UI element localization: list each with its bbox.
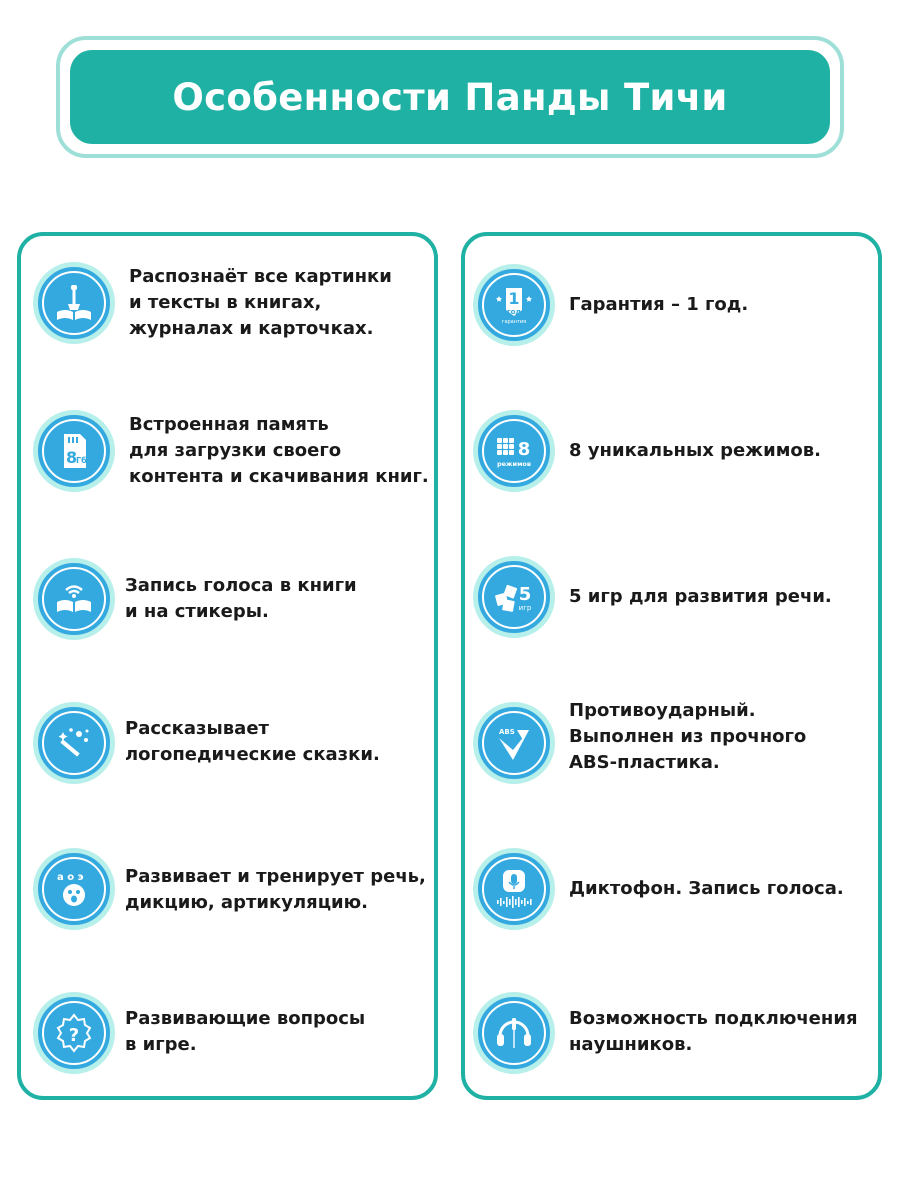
feature-text: Возможность подключения наушников. (569, 1008, 858, 1055)
headphones-icon (473, 992, 555, 1074)
svg-text:режимов: режимов (497, 460, 531, 468)
svg-text:1: 1 (508, 289, 520, 308)
voice-recording-book-icon (33, 558, 115, 640)
feature-text: Противоударный. Выполнен из прочного ABS-пластика. (569, 700, 807, 773)
svg-text:8: 8 (66, 448, 78, 467)
speech-face-icon (33, 848, 115, 930)
feature-item (21, 410, 434, 494)
svg-text:?: ? (68, 1025, 80, 1046)
feature-text: Гарантия – 1 год. (569, 294, 749, 315)
feature-item (21, 558, 434, 642)
magic-wand-icon (33, 702, 115, 784)
feature-text: 5 игр для развития речи. (569, 586, 832, 607)
svg-text:5: 5 (518, 584, 532, 605)
svg-text:Гб: Гб (76, 456, 87, 465)
feature-item (21, 702, 434, 786)
feature-item (465, 264, 878, 348)
feature-text: Распознаёт все картинки и тексты в книгах, журналах и карточках. (129, 266, 392, 339)
svg-text:год: год (506, 308, 522, 316)
header-banner (56, 36, 844, 158)
feature-text: Развивающие вопросы в игре. (125, 1008, 366, 1055)
feature-text: Встроенная память для загрузки своего контента и скачивания книг. (129, 414, 429, 487)
microphone-icon (473, 848, 555, 930)
feature-item (465, 848, 878, 932)
feature-item (465, 992, 878, 1076)
right-features-panel (461, 232, 882, 1100)
letter-cubes-icon (473, 556, 555, 638)
svg-text:ABS: ABS (499, 728, 515, 736)
svg-text:8: 8 (517, 439, 531, 460)
svg-text:а о э: а о э (57, 872, 84, 883)
book-reader-pen-icon (33, 262, 115, 344)
left-features-panel (17, 232, 438, 1100)
warranty-badge-icon (473, 264, 555, 346)
feature-text: Развивает и тренирует речь, дикцию, артикуляцию. (125, 866, 426, 913)
feature-text: Запись голоса в книги и на стикеры. (125, 575, 357, 622)
feature-item (21, 992, 434, 1076)
svg-text:игр: игр (518, 604, 532, 612)
feature-item (21, 848, 434, 932)
feature-item (465, 410, 878, 494)
modes-grid-icon (473, 410, 555, 492)
svg-text:гарантия: гарантия (501, 319, 527, 325)
memory-card-icon (33, 410, 115, 492)
header-banner-fill (70, 50, 830, 144)
page-title: Особенности Панды Тичи (172, 75, 728, 119)
feature-item (465, 702, 878, 786)
feature-item (21, 262, 434, 346)
question-badge-icon (33, 992, 115, 1074)
feature-text: Рассказывает логопедические сказки. (125, 718, 380, 765)
feature-text: Диктофон. Запись голоса. (569, 878, 844, 899)
abs-shock-icon (473, 702, 555, 784)
feature-item (465, 556, 878, 640)
feature-text: 8 уникальных режимов. (569, 440, 822, 461)
